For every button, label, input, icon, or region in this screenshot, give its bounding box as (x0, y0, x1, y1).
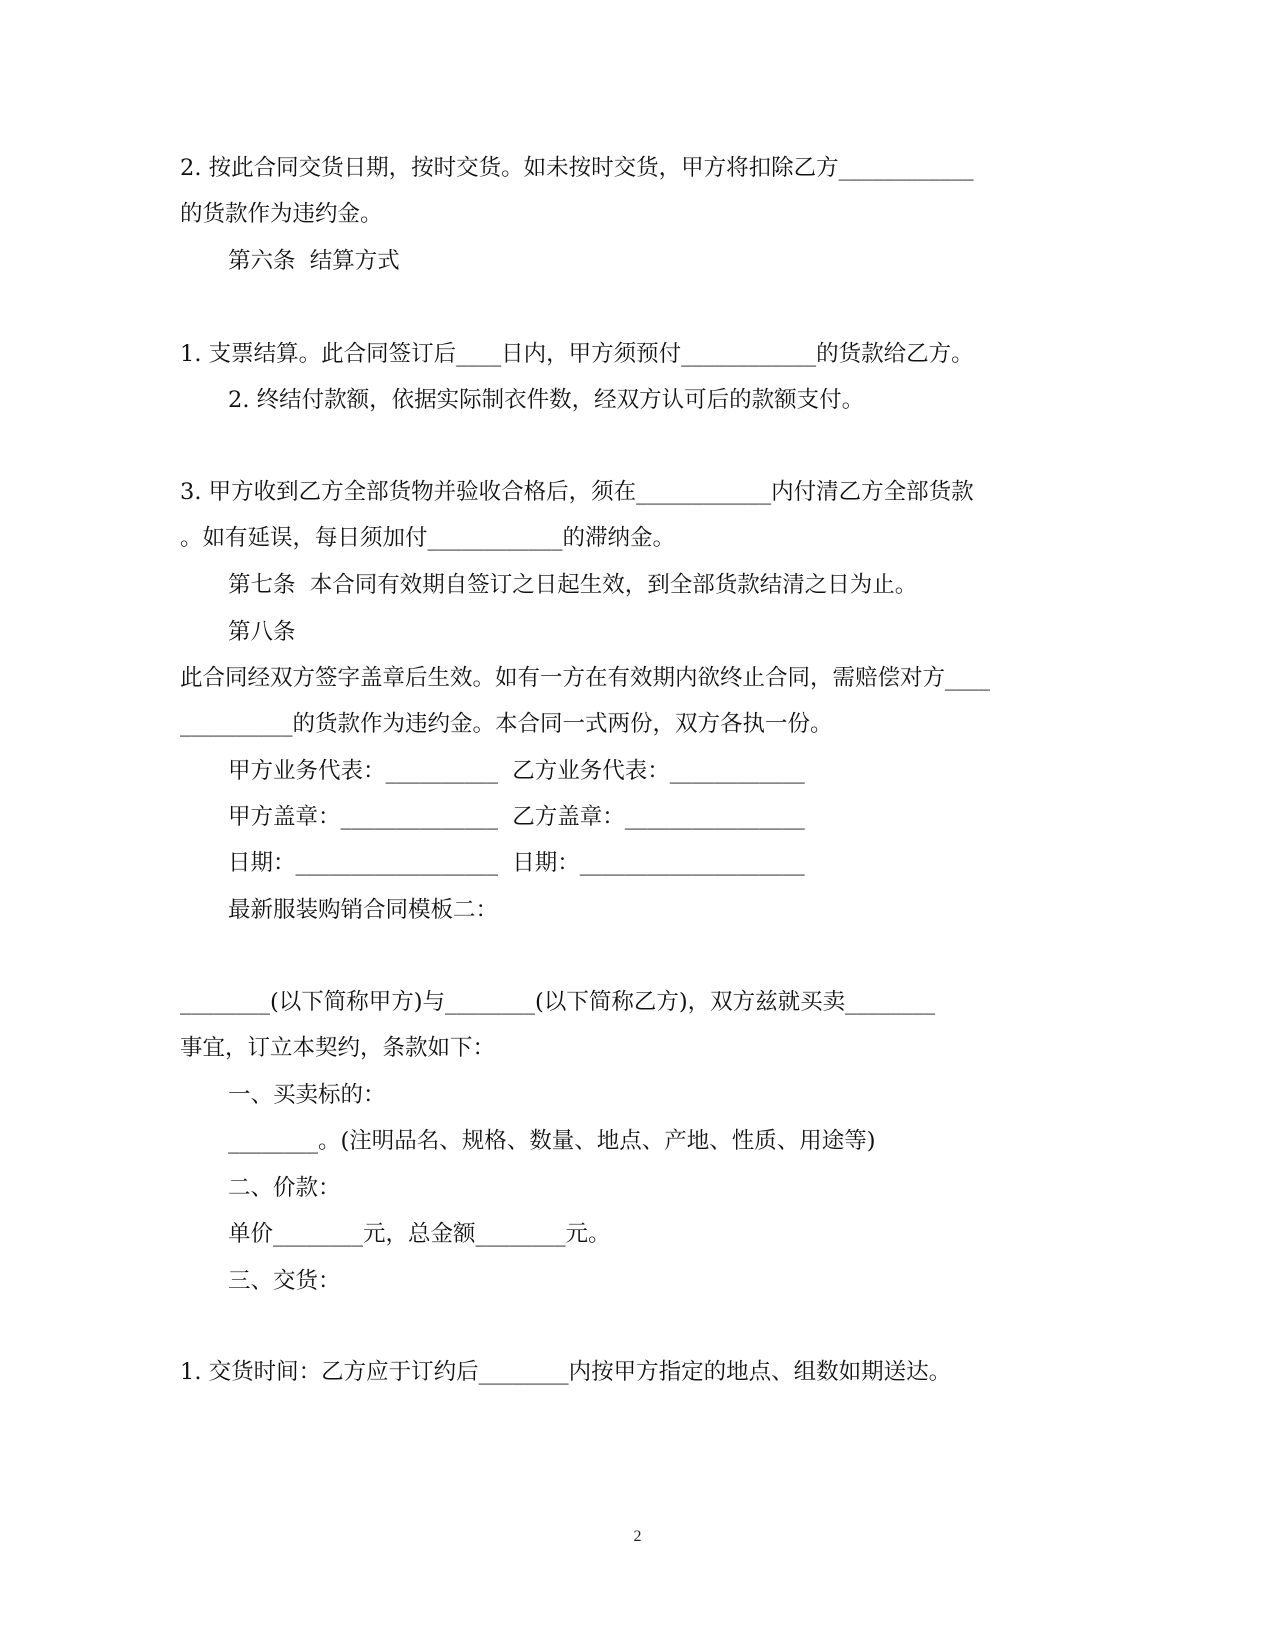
clause-6-item-1: 1. 支票结算。此合同签订后____日内，甲方须预付____________的货款给乙方。 (180, 341, 974, 367)
article-7: 第七条 本合同有效期自签订之日起生效，到全部货款结清之日为止。 (228, 572, 918, 598)
clause-6-item-2: 2. 终结付款额，依据实际制衣件数，经双方认可后的款额支付。 (228, 387, 865, 413)
signature-seals: 甲方盖章：______________ 乙方盖章：________________ (228, 804, 805, 830)
article-8-text-continued: __________的货款作为违约金。本合同一式两份，双方各执一份。 (180, 711, 833, 737)
section-3-heading: 三、交货： (228, 1268, 341, 1294)
section-1-text: ________。(注明品名、规格、数量、地点、产地、性质、用途等) (228, 1128, 876, 1154)
section-2-heading: 二、价款： (228, 1175, 341, 1201)
template-2-parties-continued: 事宜，订立本契约，条款如下： (180, 1035, 496, 1061)
section-3-item-1: 1. 交货时间：乙方应于订约后________内按甲方指定的地点、组数如期送达。 (180, 1359, 952, 1385)
signature-dates: 日期：__________________ 日期：____________________ (228, 850, 805, 876)
page-number: 2 (633, 1528, 642, 1545)
signature-representatives: 甲方业务代表：__________ 乙方业务代表：____________ (228, 758, 805, 784)
template-2-parties: ________(以下简称甲方)与________(以下简称乙方)，双方兹就买卖________ (180, 989, 936, 1015)
section-1-heading: 一、买卖标的： (228, 1082, 386, 1108)
clause-6-item-3-continued: 。如有延误，每日须加付____________的滞纳金。 (180, 525, 676, 551)
clause-6-item-3: 3. 甲方收到乙方全部货物并验收合格后，须在____________内付清乙方全部货款 (180, 479, 974, 505)
article-8-text: 此合同经双方签字盖章后生效。如有一方在有效期内欲终止合同，需赔偿对方____ (180, 665, 991, 691)
section-2-text: 单价________元，总金额________元。 (228, 1221, 611, 1247)
clause-5-item-2: 2. 按此合同交货日期，按时交货。如未按时交货，甲方将扣除乙方____________ (180, 155, 974, 181)
article-8-heading: 第八条 (228, 619, 296, 645)
template-2-title: 最新服装购销合同模板二： (228, 897, 499, 923)
clause-5-item-2-continued: 的货款作为违约金。 (180, 201, 383, 227)
article-6-heading: 第六条 结算方式 (228, 248, 400, 274)
